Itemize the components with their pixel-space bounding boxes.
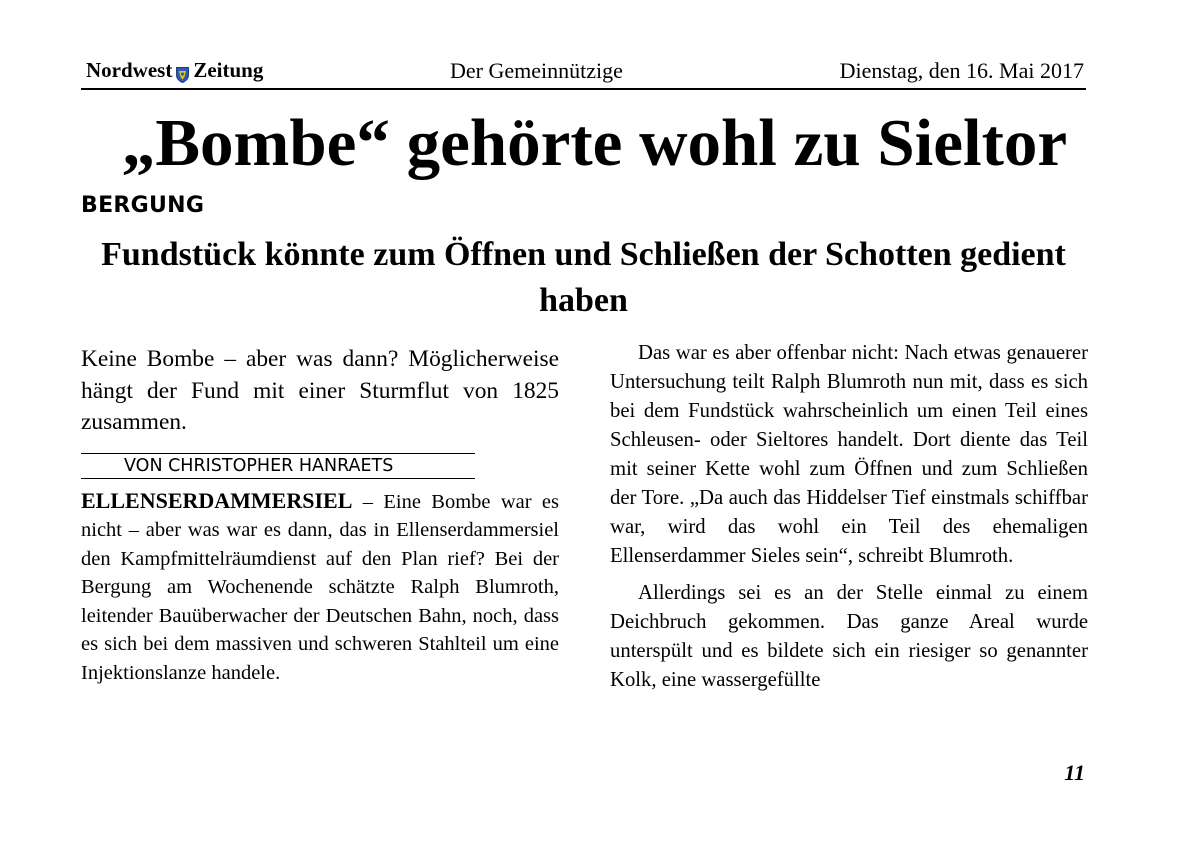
- lead-paragraph: Keine Bombe – aber was dann? Möglicherweise hängt der Fund mit einer Sturmflut von 1825 zusammen.: [81, 346, 559, 435]
- byline: VON CHRISTOPHER HANRAETS: [81, 453, 475, 479]
- column-left: [81, 344, 559, 688]
- column-right: [610, 339, 1088, 695]
- publication-name-part1: Nordwest: [86, 58, 173, 82]
- headline: „Bombe“ gehörte wohl zu Sieltor: [121, 106, 1068, 180]
- body-paragraph-3: Allerdings sei es an der Stelle einmal zu einem Deichbruch gekommen. Das ganze Areal wurde unterspült und es bildete sich ein riesiger so genannter Kolk, eine wassergefüllte: [610, 582, 1088, 691]
- body-paragraph-1: [81, 487, 559, 688]
- dateline: ELLENSERDAMMERSIEL: [81, 487, 353, 513]
- subheadline: Fundstück könnte zum Öffnen und Schließen der Schotten gedient haben: [101, 236, 1066, 319]
- body-paragraph-2: Das war es aber offenbar nicht: Nach etwas genauerer Untersuchung teilt Ralph Blumroth nun mit, dass es sich bei dem Fundstück wahrscheinlich um einen Teil eines Schleusen- oder Sieltores handelt. Dort diente das Teil mit seiner Kette wohl zum Öffnen und zum Schließen der Tore. „Da auch das Hiddelser Tief einstmals schiffbar war, wird das wohl ein Teil des ehemaligen Ellenserdammer Sieles sein“, schreibt Blumroth.: [610, 342, 1088, 567]
- publication-name: [86, 58, 263, 83]
- crest-icon: [176, 64, 189, 80]
- body-text-1: – Eine Bombe war es nicht – aber was war es dann, das in Ellenserdammersiel den Kampfmittelräumdienst auf den Plan rief? Bei der Bergung am Wochenende schätzte Ralph Blumroth, leitender Bauüberwacher der Deutschen Bahn, noch, dass es sich bei dem massiven und schweren Stahlteil um eine Injektionslanze handele.: [81, 490, 559, 685]
- page-number: 11: [1064, 760, 1085, 785]
- page-header: [81, 58, 1086, 90]
- issue-date: Dienstag, den 16. Mai 2017: [839, 58, 1084, 83]
- publication-name-part2: Zeitung: [193, 58, 264, 82]
- kicker: BERGUNG: [81, 193, 205, 218]
- section-name: Der Gemeinnützige: [450, 58, 623, 83]
